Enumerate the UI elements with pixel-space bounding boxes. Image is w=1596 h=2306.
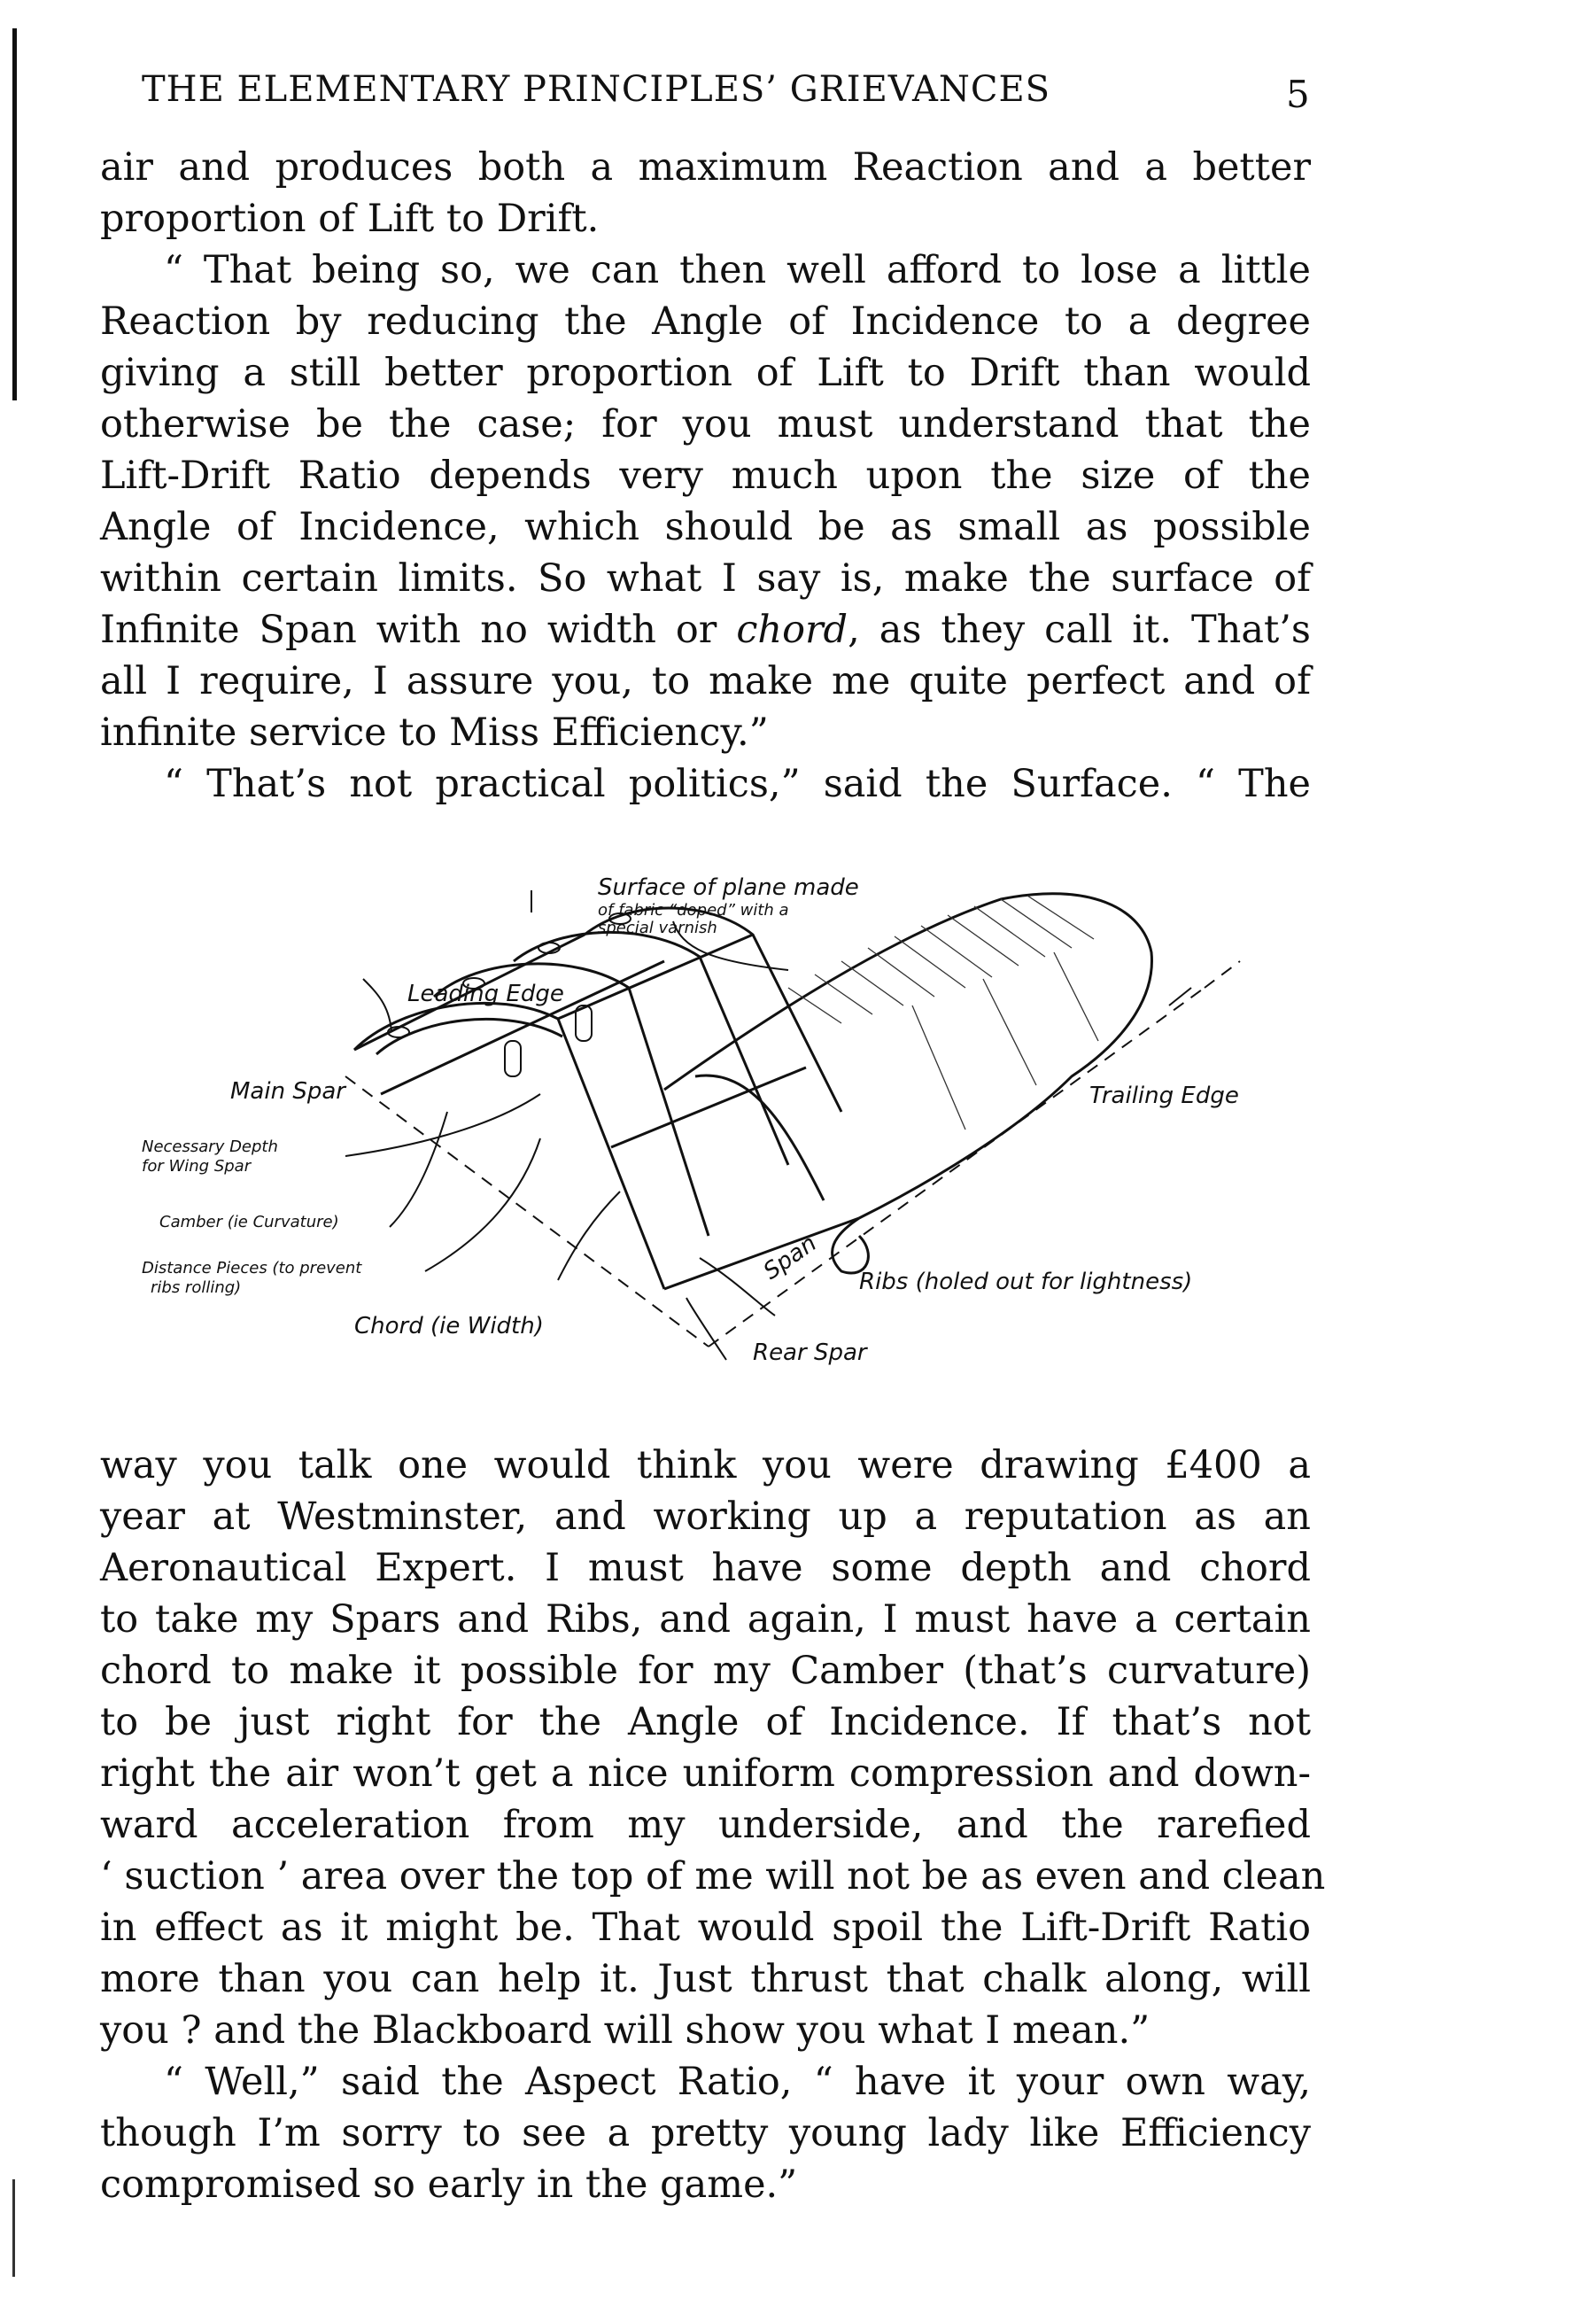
text-line: ‘ suction ’ area over the top of me will not be as even and clean <box>100 1854 1326 1898</box>
italic-term: chord <box>736 608 848 652</box>
text-line: though I’m sorry to see a pretty young lady like Efficiency <box>100 2111 1311 2155</box>
text-line: “ That being so, we can then well afford to lose a little <box>164 248 1311 292</box>
label-depth-line-2: for Wing Spar <box>142 1157 252 1176</box>
label-main-spar: Main Spar <box>230 1078 345 1105</box>
text-line: air and produces both a maximum Reaction and a better <box>100 145 1311 190</box>
scan-edge-shadow <box>12 28 17 400</box>
text-line: Angle of Incidence, which should be as small as possible <box>100 505 1311 549</box>
text-line: Reaction by reducing the Angle of Incidence to a degree <box>100 299 1311 344</box>
fabric-surface <box>664 894 1151 1273</box>
label-distance-line-2: ribs rolling) <box>151 1278 242 1297</box>
text-segment: Infinite Span with no width or <box>100 608 737 652</box>
page-number: 5 <box>1286 73 1310 116</box>
label-surface-line-2: of fabric “doped” with a <box>598 901 789 920</box>
scan-edge-shadow-bottom <box>12 2179 15 2277</box>
text-line: Lift-Drift Ratio depends very much upon the size of the <box>100 454 1311 498</box>
text-line: to be just right for the Angle of Incidence. If that’s not <box>100 1700 1311 1744</box>
label-span: Span <box>758 1230 822 1285</box>
text-line: to take my Spars and Ribs, and again, I must have a certain <box>100 1597 1311 1642</box>
label-rear-spar: Rear Spar <box>753 1339 867 1366</box>
wing-framework <box>354 908 859 1289</box>
text-line: “ Well,” said the Aspect Ratio, “ have it your own way, <box>164 2060 1311 2104</box>
wing-construction-figure <box>133 864 1320 1373</box>
text-line: way you talk one would think you were drawing £400 a <box>100 1443 1311 1487</box>
text-line: compromised so early in the game.” <box>100 2162 798 2207</box>
running-head: THE ELEMENTARY PRINCIPLES’ GRIEVANCES <box>142 69 1051 110</box>
label-camber: Camber (ie Curvature) <box>159 1213 339 1231</box>
text-line: giving a still better proportion of Lift to Drift than would <box>100 351 1311 395</box>
label-depth-line-1: Necessary Depth <box>142 1137 278 1156</box>
label-distance-line-1: Distance Pieces (to prevent <box>142 1259 362 1277</box>
text-line <box>100 604 1311 656</box>
label-chord: Chord (ie Width) <box>354 1313 544 1339</box>
text-line: ward acceleration from my underside, and the rarefied <box>100 1803 1311 1847</box>
label-leading-edge: Leading Edge <box>407 981 564 1007</box>
label-surface-line-3: special varnish <box>598 919 717 937</box>
text-line: Aeronautical Expert. I must have some depth and chord <box>100 1546 1311 1590</box>
text-line: all I require, I assure you, to make me quite perfect and of <box>100 659 1311 703</box>
text-line: year at Westminster, and working up a reputation as an <box>100 1495 1311 1539</box>
text-line: chord to make it possible for my Camber (that’s curvature) <box>100 1649 1311 1693</box>
text-line: you ? and the Blackboard will show you what I mean.” <box>100 2008 1151 2053</box>
text-line: “ That’s not practical politics,” said the Surface. “ The <box>164 762 1311 806</box>
text-line: more than you can help it. Just thrust that chalk along, will <box>100 1957 1311 2001</box>
text-line: proportion of Lift to Drift. <box>100 197 600 241</box>
label-trailing-edge: Trailing Edge <box>1089 1083 1239 1109</box>
text-line: within certain limits. So what I say is, make the surface of <box>100 556 1311 601</box>
text-line: otherwise be the case; for you must understand that the <box>100 402 1311 446</box>
label-ribs: Ribs (holed out for lightness) <box>859 1269 1193 1295</box>
text-line: in effect as it might be. That would spoil the Lift-Drift Ratio <box>100 1906 1311 1950</box>
text-line: infinite service to Miss Efficiency.” <box>100 710 769 755</box>
text-segment: , as they call it. That’s <box>848 608 1311 652</box>
text-line: right the air won’t get a nice uniform compression and down- <box>100 1751 1311 1796</box>
label-surface-line-1: Surface of plane made <box>598 874 859 901</box>
